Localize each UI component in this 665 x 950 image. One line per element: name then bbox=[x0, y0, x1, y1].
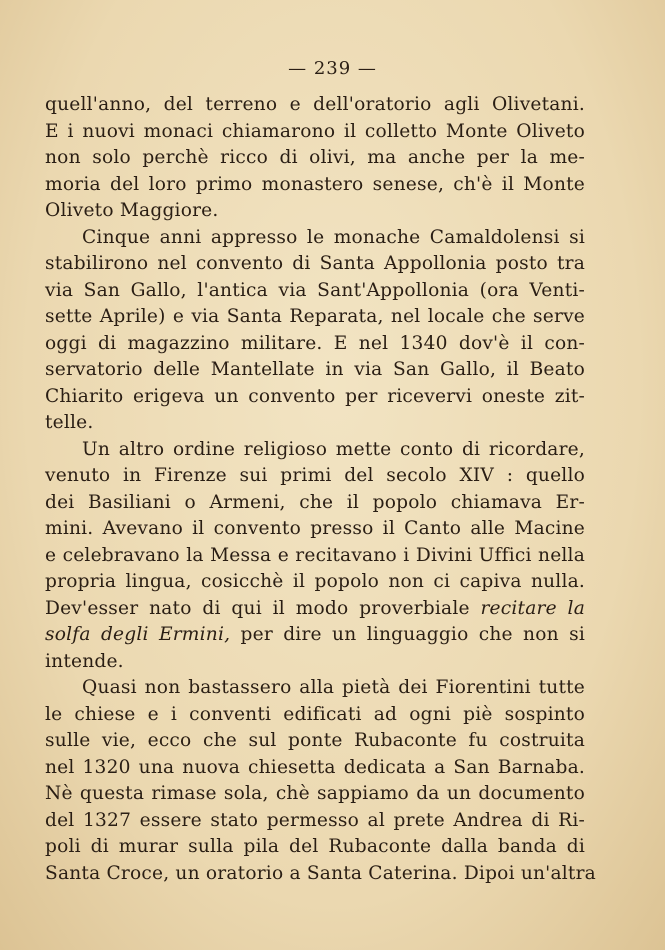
text-line: propria lingua, cosicchè il popolo non ci capiva nulla. bbox=[45, 571, 585, 592]
text-line: del 1327 essere stato permesso al prete Andrea di Ri- bbox=[45, 809, 585, 831]
text-line bbox=[45, 622, 585, 649]
text-line: oggi di magazzino militare. E nel 1340 dov'è il con- bbox=[45, 332, 585, 354]
text-line: Quasi non bastassero alla pietà dei Fiorentini tutte bbox=[82, 677, 585, 698]
text-line: Chiarito erigeva un convento per ricevervi oneste zit- bbox=[45, 385, 585, 407]
text-line: nel 1320 una nuova chiesetta dedicata a San Barnaba. bbox=[45, 756, 585, 778]
text-line: sette Aprile) e via Santa Reparata, nel locale che serve bbox=[45, 306, 585, 327]
body-text bbox=[45, 92, 596, 887]
text-line: servatorio delle Mantellate in via San Gallo, il Beato bbox=[45, 359, 585, 380]
italic-phrase: solfa degli Ermini, bbox=[45, 624, 231, 645]
text-line bbox=[45, 596, 585, 623]
text-line: moria del loro primo monastero senese, ch'è il Monte bbox=[45, 173, 585, 195]
text-line: e celebravano la Messa e recitavano i Divini Uffici nella bbox=[45, 544, 585, 566]
text-line: poli di murar sulla pila del Rubaconte dalla banda di bbox=[45, 836, 585, 857]
text-line: le chiese e i conventi edificati ad ogni piè sospinto bbox=[45, 703, 585, 725]
text-line: Oliveto Maggiore. bbox=[45, 200, 219, 221]
text-line: non solo perchè ricco di olivi, ma anche per la me- bbox=[45, 147, 585, 168]
text-line: Nè questa rimase sola, chè sappiamo da un documento bbox=[45, 783, 585, 804]
text-line: sulle vie, ecco che sul ponte Rubaconte fu costruita bbox=[45, 730, 585, 751]
text-line: venuto in Firenze sui primi del secolo XIV : quello bbox=[45, 465, 585, 486]
text-line: Cinque anni appresso le monache Camaldolensi si bbox=[82, 226, 585, 248]
text-line: Un altro ordine religioso mette conto di ricordare, bbox=[82, 438, 585, 460]
text-line: mini. Avevano il convento presso il Canto alle Macine bbox=[45, 518, 585, 539]
text-line: stabilirono nel convento di Santa Appollonia posto tra bbox=[45, 253, 585, 274]
page-number: — 239 — bbox=[288, 58, 377, 79]
text-line: Santa Croce, un oratorio a Santa Caterina. Dipoi un'altra bbox=[45, 862, 596, 884]
text-line: via San Gallo, l'antica via Sant'Appollonia (ora Venti- bbox=[45, 279, 585, 301]
text-line: E i nuovi monaci chiamarono il colletto Monte Oliveto bbox=[45, 120, 585, 142]
text-segment: per dire un linguaggio che non si bbox=[230, 624, 585, 645]
text-line: dei Basiliani o Armeni, che il popolo chiamava Er- bbox=[45, 491, 585, 513]
text-line: intende. bbox=[45, 650, 124, 672]
text-line: telle. bbox=[45, 412, 94, 433]
text-line: quell'anno, del terreno e dell'oratorio agli Olivetani. bbox=[45, 94, 585, 115]
text-segment: Dev'esser nato di qui il modo proverbiale bbox=[45, 597, 470, 619]
italic-phrase: recitare la bbox=[480, 597, 585, 619]
